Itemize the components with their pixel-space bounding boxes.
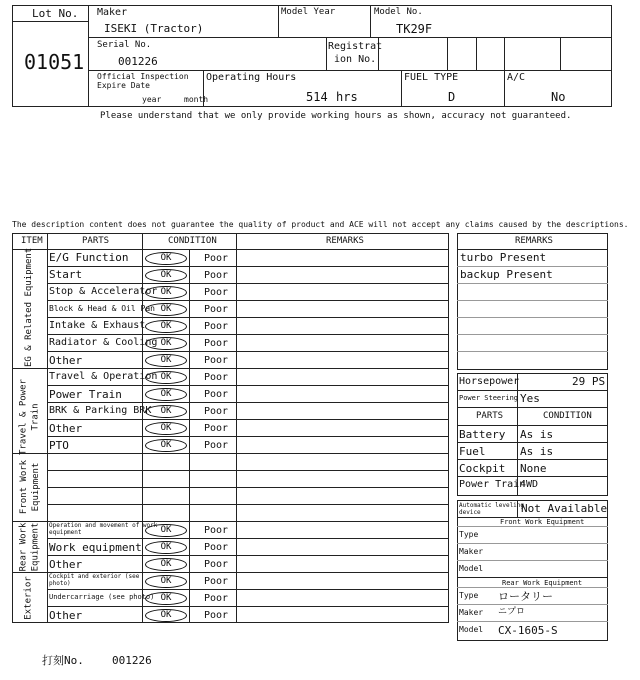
power-train-value: 4WD [520,479,539,490]
part-travel-other: Other [49,422,83,435]
registration-label-1: Registrat [328,41,383,52]
rear-maker-value: ニプロ [498,607,526,617]
lot-number: 01051 [24,50,85,74]
remark-backup: backup Present [460,268,553,281]
part-work-equipment: Work equipment [49,541,142,554]
poor-label: Poor [204,576,229,587]
steering-value: Yes [520,392,540,405]
group-front-work: Front Work Equipment [19,459,41,515]
hours-notice: Please understand that we only provide working hours as shown, accuracy not guaranteed. [100,111,572,121]
fuel-label: FUEL TYPE [404,72,459,83]
poor-label: Poor [204,270,229,281]
cockpit-value: None [520,462,547,475]
front-maker-label: Maker [459,547,484,556]
ok-mark: OK [145,439,187,452]
ok-mark: OK [145,371,187,384]
hours-value: 514 [306,90,328,104]
rear-type-value: ロータリー [498,590,553,603]
col-parts: PARTS [82,236,110,246]
ok-mark: OK [145,303,187,316]
ok-mark: OK [145,609,187,622]
part-block-head: Block & Head & Oil Pan [49,304,155,313]
front-title: Front Work Equipment [500,518,585,526]
model-no-label: Model No. [374,7,423,17]
fuel-part-label: Fuel [459,445,486,458]
poor-label: Poor [204,593,229,604]
fuel-value: D [448,90,456,104]
poor-label: Poor [204,610,229,621]
poor-label: Poor [204,389,229,400]
ok-mark: OK [145,252,187,265]
ac-label: A/C [507,72,526,83]
ok-mark: OK [145,524,187,537]
part-rear-other: Other [49,558,83,571]
fuel-part-value: As is [520,445,554,458]
leveling-label-1: Automatic leveling [459,502,525,509]
ok-mark: OK [145,320,187,333]
maker-value: ISEKI (Tractor) [104,22,204,35]
steering-label: Power Steering [459,394,519,402]
part-intake-exhaust: Intake & Exhaust [49,320,146,331]
month-label: month [184,95,209,104]
poor-label: Poor [204,355,229,366]
part-rear-operation-1: Operation and movement of work [49,522,158,529]
col-item: ITEM [21,236,43,246]
ok-mark: OK [145,558,187,571]
part-power-train: Power Train [49,388,122,401]
poor-label: Poor [204,287,229,298]
inspection-label-2: Expire Date [97,81,150,90]
leveling-value: Not Available [521,502,608,515]
col-condition: CONDITION [168,236,217,246]
disclaimer: The description content does not guarantee the quality of product and ACE will not accept any claims caused by the descriptions. [12,220,629,229]
ok-mark: OK [145,269,187,282]
part-cockpit-exterior-2: photo) [49,580,71,587]
part-travel-operation: Travel & Operation [49,371,158,382]
poor-label: Poor [204,321,229,332]
poor-label: Poor [204,304,229,315]
model-no-value: TK29F [396,22,433,36]
ok-mark: OK [145,592,187,605]
part-pto: PTO [49,439,69,452]
inspection-label-1: Official Inspection [97,72,189,81]
battery-value: As is [520,428,554,441]
battery-label: Battery [459,428,506,441]
group-exterior: Exterior [23,576,34,620]
group-travel: Travel & Power Train [18,379,41,455]
ok-mark: OK [145,575,187,588]
registration-label-2: ion No. [334,54,377,65]
lot-label: Lot No. [32,7,79,20]
poor-label: Poor [204,406,229,417]
poor-label: Poor [204,542,229,553]
stamp-value: 001226 [112,654,152,667]
poor-label: Poor [204,372,229,383]
horsepower-label: Horsepower [459,376,520,387]
horsepower-value: 29 PS [572,375,606,388]
ac-value: No [551,90,566,104]
hours-label: Operating Hours [206,72,297,83]
rear-type-label: Type [459,591,479,600]
condition-label: CONDITION [543,411,592,421]
part-cockpit-exterior-1: Cockpit and exterior (see [49,573,140,580]
part-stop-accelerator: Stop & Accelerator [49,286,158,297]
remarks-title: REMARKS [515,236,553,246]
hours-unit: hrs [336,90,358,104]
cockpit-label: Cockpit [459,462,506,475]
ok-mark: OK [145,541,187,554]
stamp-label: 打刻No. [42,654,84,667]
part-rear-operation-2: equipment [49,529,82,536]
part-radiator-cooling: Radiator & Cooling [49,337,158,348]
col-remarks: REMARKS [326,236,364,246]
part-undercarriage: Undercarriage (see photo) [49,593,155,601]
group-eg: EG & Related Equipment [24,247,34,367]
parts-label: PARTS [476,411,504,421]
front-model-label: Model [459,564,484,573]
maker-label: Maker [97,7,128,18]
remark-turbo: turbo Present [460,251,547,264]
poor-label: Poor [204,525,229,536]
poor-label: Poor [204,338,229,349]
model-year-label: Model Year [281,7,336,17]
year-label: year [142,95,162,104]
serial-label: Serial No. [97,40,152,50]
part-eg-function: E/G Function [49,251,129,264]
ok-mark: OK [145,405,187,418]
group-rear-work: Rear Work Equipment [18,522,41,572]
rear-model-label: Model [459,625,484,634]
rear-title: Rear Work Equipment [502,579,583,587]
part-start: Start [49,268,83,281]
ok-mark: OK [145,337,187,350]
poor-label: Poor [204,253,229,264]
serial-value: 001226 [118,55,158,68]
ok-mark: OK [145,422,187,435]
poor-label: Poor [204,559,229,570]
part-eg-other: Other [49,354,83,367]
ok-mark: OK [145,286,187,299]
rear-model-value: CX-1605-S [498,624,558,637]
rear-maker-label: Maker [459,608,484,617]
ok-mark: OK [145,388,187,401]
part-exterior-other: Other [49,609,83,622]
power-train-label: Power Train [459,479,526,490]
poor-label: Poor [204,440,229,451]
poor-label: Poor [204,423,229,434]
leveling-label-2: device [459,509,481,516]
part-brk-parking: BRK & Parking BRK [49,405,152,416]
ok-mark: OK [145,354,187,367]
front-type-label: Type [459,530,479,539]
